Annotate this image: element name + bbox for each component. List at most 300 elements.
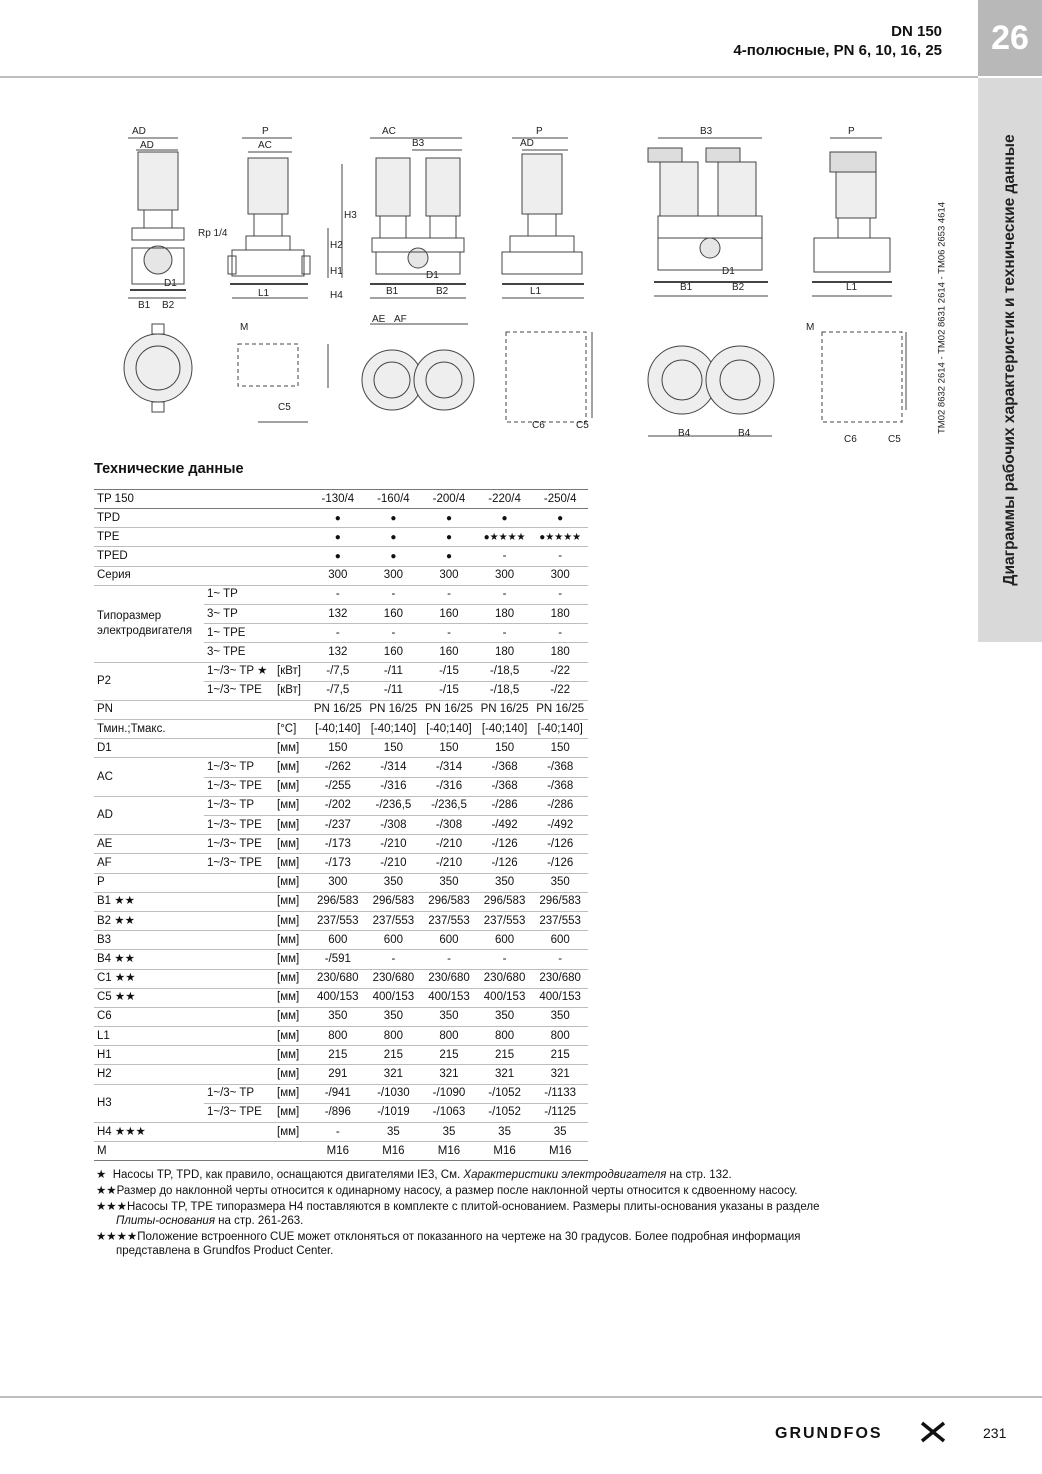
header-dn: DN 150: [891, 23, 942, 40]
table-cell: 300: [532, 566, 588, 585]
table-cell: -/286: [477, 796, 533, 815]
row-sublabel: 1~ TP: [204, 585, 274, 604]
table-cell: -/210: [421, 835, 477, 854]
table-cell: 237/553: [477, 911, 533, 930]
table-row: [94, 911, 588, 930]
row-label: AF: [94, 854, 204, 873]
table-row: [94, 547, 588, 566]
table-cell: 35: [366, 1123, 422, 1142]
table-cell: 132: [310, 604, 366, 623]
table-cell: -/210: [421, 854, 477, 873]
table-cell: -/368: [532, 777, 588, 796]
table-cell: -: [477, 585, 533, 604]
table-cell: 350: [532, 873, 588, 892]
table-cell: -/210: [366, 854, 422, 873]
row-label: H1: [94, 1046, 204, 1065]
row-label: B4 ★★: [94, 950, 204, 969]
table-cell: -/7,5: [310, 662, 366, 681]
table-cell: M16: [310, 1142, 366, 1161]
row-unit: [мм]: [274, 892, 310, 911]
row-unit: [кВт]: [274, 681, 310, 700]
table-cell: 35: [477, 1123, 533, 1142]
table-cell: -: [310, 624, 366, 643]
label-b4-2: B4: [738, 428, 751, 439]
table-cell: 400/153: [532, 988, 588, 1007]
label-l1-3: L1: [846, 282, 858, 293]
table-cell: 321: [477, 1065, 533, 1084]
table-cell: -/1090: [421, 1084, 477, 1103]
table-cell: -/941: [310, 1084, 366, 1103]
table-cell: -: [421, 950, 477, 969]
table-cell: -/255: [310, 777, 366, 796]
row-sublabel: 1~/3~ TP: [204, 1084, 274, 1103]
table-cell: -/11: [366, 681, 422, 700]
table-cell: -: [532, 950, 588, 969]
footnote-4: [96, 1230, 926, 1258]
table-cell: -/7,5: [310, 681, 366, 700]
header-col: -160/4: [366, 490, 422, 509]
row-label: H2: [94, 1065, 204, 1084]
footnote-1: [96, 1168, 926, 1182]
row-sublabel: 1~/3~ TPE: [204, 854, 274, 873]
label-b2-twin: B2: [436, 286, 449, 297]
table-row: [94, 873, 588, 892]
table-cell: -/316: [366, 777, 422, 796]
page-number: 231: [983, 1425, 1007, 1441]
table-cell: -/1125: [532, 1103, 588, 1122]
label-d1-3: D1: [722, 266, 735, 277]
label-c5-2: C5: [576, 420, 589, 431]
label-h3: H3: [344, 210, 357, 221]
label-b2: B2: [162, 300, 175, 311]
label-c6: C6: [532, 420, 545, 431]
table-cell: -: [310, 1123, 366, 1142]
table-cell: ●: [421, 528, 477, 547]
table-cell: 296/583: [366, 892, 422, 911]
label-ad: AD: [132, 126, 146, 137]
table-cell: -/173: [310, 854, 366, 873]
row-label: P: [94, 873, 204, 892]
table-cell: ●: [366, 528, 422, 547]
table-cell: M16: [366, 1142, 422, 1161]
row-label: C1 ★★: [94, 969, 204, 988]
table-cell: 350: [477, 1007, 533, 1026]
footnote-tail: на стр. 132.: [669, 1169, 732, 1181]
table-cell: 350: [366, 1007, 422, 1026]
table-cell: ●: [532, 509, 588, 528]
table-cell: 35: [421, 1123, 477, 1142]
label-l1: L1: [258, 288, 270, 299]
label-l1-2: L1: [530, 286, 542, 297]
row-unit: [мм]: [274, 796, 310, 815]
row-sublabel: 3~ TP: [204, 604, 274, 623]
table-cell: 300: [310, 566, 366, 585]
table-cell: 600: [310, 931, 366, 950]
table-cell: 230/680: [366, 969, 422, 988]
label-c6-2: C6: [844, 434, 857, 445]
table-row: [94, 988, 588, 1007]
table-cell: -: [310, 585, 366, 604]
table-cell: 300: [366, 566, 422, 585]
table-cell: -/316: [421, 777, 477, 796]
row-label-motor: [94, 585, 204, 662]
table-row: [94, 528, 588, 547]
table-cell: [-40;140]: [477, 720, 533, 739]
header-col: -200/4: [421, 490, 477, 509]
table-cell: -/126: [477, 854, 533, 873]
table-cell: 600: [477, 931, 533, 950]
table-cell: -/1019: [366, 1103, 422, 1122]
label-b4: B4: [678, 428, 691, 439]
row-unit: [мм]: [274, 911, 310, 930]
technical-data-table: [94, 489, 588, 1161]
table-cell: 132: [310, 643, 366, 662]
table-cell: PN 16/25: [310, 700, 366, 719]
table-row: [94, 854, 588, 873]
table-cell: 215: [366, 1046, 422, 1065]
table-cell: 321: [532, 1065, 588, 1084]
row-unit: [мм]: [274, 950, 310, 969]
table-cell: ●★★★★: [532, 528, 588, 547]
table-cell: ●: [310, 547, 366, 566]
footnote-2: [96, 1184, 926, 1198]
table-cell: ●: [366, 509, 422, 528]
table-cell: M16: [477, 1142, 533, 1161]
drawing-twin-front: [370, 138, 466, 298]
footnote-mark: ★: [96, 1169, 107, 1181]
table-cell: 237/553: [310, 911, 366, 930]
row-sublabel: 1~/3~ TP: [204, 758, 274, 777]
table-cell: 215: [477, 1046, 533, 1065]
table-cell: -/15: [421, 681, 477, 700]
row-unit: [мм]: [274, 931, 310, 950]
table-row: [94, 931, 588, 950]
table-row: [94, 720, 588, 739]
label-ac-twin: AC: [382, 126, 396, 137]
label-m: M: [240, 322, 249, 333]
table-cell: [-40;140]: [310, 720, 366, 739]
table-cell: 600: [421, 931, 477, 950]
row-unit: [мм]: [274, 854, 310, 873]
row-label: Тмин.;Тмакс.: [94, 720, 204, 739]
drawing-single-tpe-side: [812, 138, 892, 296]
table-cell: PN 16/25: [532, 700, 588, 719]
table-cell: -/22: [532, 662, 588, 681]
table-row: [94, 700, 588, 719]
header-rule: [0, 76, 978, 78]
row-label: M: [94, 1142, 204, 1161]
table-cell: 160: [366, 604, 422, 623]
table-cell: PN 16/25: [366, 700, 422, 719]
table-row: [94, 969, 588, 988]
row-sublabel: 1~/3~ TP: [204, 796, 274, 815]
table-cell: -/308: [366, 816, 422, 835]
footnote-text: Насосы TP, TPE типоразмера H4 поставляются в комплекте с плитой-основанием. Размеры плиты-основания указаны в разделе: [126, 1201, 820, 1213]
table-cell: ●: [477, 509, 533, 528]
table-cell: 150: [477, 739, 533, 758]
table-cell: 800: [532, 1027, 588, 1046]
footnote-link[interactable]: Характеристики электродвигателя: [463, 1169, 667, 1181]
row-unit: [мм]: [274, 873, 310, 892]
table-cell: -/492: [477, 816, 533, 835]
row-label: B3: [94, 931, 204, 950]
row-unit: [мм]: [274, 969, 310, 988]
footnote-continuation: [96, 1214, 926, 1228]
row-sublabel: 1~ TPE: [204, 624, 274, 643]
table-cell: 321: [421, 1065, 477, 1084]
table-cell: 600: [532, 931, 588, 950]
table-cell: 400/153: [477, 988, 533, 1007]
table-cell: -/15: [421, 662, 477, 681]
table-cell: 350: [532, 1007, 588, 1026]
table-cell: 230/680: [477, 969, 533, 988]
row-unit: [мм]: [274, 816, 310, 835]
table-cell: 296/583: [421, 892, 477, 911]
label-p-3: P: [848, 126, 855, 137]
row-label: C5 ★★: [94, 988, 204, 1007]
footnote-text: Положение встроенного CUE может отклоняться от показанного на чертеже на 30 градусов. Более подробная информация: [137, 1231, 801, 1243]
table-cell: 350: [421, 873, 477, 892]
table-row: [94, 1027, 588, 1046]
label-h1: H1: [330, 266, 343, 277]
grundfos-mark-icon: [920, 1421, 946, 1443]
label-b3-2: B3: [700, 126, 713, 137]
table-cell: -/286: [532, 796, 588, 815]
table-cell: -: [477, 547, 533, 566]
row-sublabel: 1~/3~ TPE: [204, 816, 274, 835]
table-cell: -/896: [310, 1103, 366, 1122]
table-cell: ●: [310, 509, 366, 528]
label-ad-3: AD: [520, 138, 534, 149]
table-cell: 160: [421, 604, 477, 623]
table-cell: 291: [310, 1065, 366, 1084]
table-cell: -/126: [532, 854, 588, 873]
table-cell: 300: [477, 566, 533, 585]
page-header: [733, 22, 942, 60]
row-label: AD: [94, 796, 204, 834]
row-unit: [мм]: [274, 1027, 310, 1046]
footnote-mark: ★★★: [96, 1201, 127, 1213]
label-b1: B1: [138, 300, 151, 311]
footnote-continuation: представлена в Grundfos Product Center.: [116, 1245, 334, 1257]
table-cell: -: [366, 624, 422, 643]
table-cell: -/173: [310, 835, 366, 854]
row-label: TPED: [94, 547, 204, 566]
row-sublabel: 3~ TPE: [204, 643, 274, 662]
table-cell: ●: [310, 528, 366, 547]
table-cell: -/492: [532, 816, 588, 835]
table-cell: -: [366, 950, 422, 969]
table-row: [94, 739, 588, 758]
drawing-plan-single-3: [822, 332, 906, 422]
label-af: AF: [394, 314, 407, 325]
table-cell: -: [421, 624, 477, 643]
table-cell: 296/583: [477, 892, 533, 911]
table-cell: 600: [366, 931, 422, 950]
label-c5-3: C5: [888, 434, 901, 445]
table-row: [94, 509, 588, 528]
label-ad-2: AD: [140, 140, 154, 151]
table-cell: -: [421, 585, 477, 604]
table-row: [94, 1084, 588, 1103]
footnote-text: Насосы TP, TPD, как правило, оснащаются двигателями IE3, См.: [112, 1169, 461, 1181]
table-row: [94, 1123, 588, 1142]
table-cell: 160: [366, 643, 422, 662]
table-cell: 350: [310, 1007, 366, 1026]
table-cell: 230/680: [310, 969, 366, 988]
table-cell: 230/680: [532, 969, 588, 988]
table-cell: 215: [421, 1046, 477, 1065]
table-cell: -/126: [532, 835, 588, 854]
table-cell: -: [477, 624, 533, 643]
table-cell: -: [366, 585, 422, 604]
table-row: [94, 892, 588, 911]
table-cell: -/1030: [366, 1084, 422, 1103]
table-row: [94, 835, 588, 854]
table-cell: ●★★★★: [477, 528, 533, 547]
label-rp: Rp 1/4: [198, 228, 228, 239]
table-cell: 350: [421, 1007, 477, 1026]
table-cell: [-40;140]: [421, 720, 477, 739]
chapter-tab[interactable]: 26: [978, 0, 1042, 76]
table-cell: 350: [477, 873, 533, 892]
table-row: [94, 1046, 588, 1065]
row-unit: [мм]: [274, 1103, 310, 1122]
brand-logo-text: GRUNDFOS: [775, 1425, 883, 1442]
table-cell: 800: [366, 1027, 422, 1046]
table-cell: 150: [366, 739, 422, 758]
footnote-mark: ★★★★: [96, 1231, 138, 1243]
table-cell: -/368: [532, 758, 588, 777]
table-cell: -/368: [477, 777, 533, 796]
table-cell: 300: [421, 566, 477, 585]
footnotes: [96, 1168, 926, 1260]
row-unit: [мм]: [274, 1065, 310, 1084]
table-cell: M16: [532, 1142, 588, 1161]
row-label: D1: [94, 739, 204, 758]
table-cell: 800: [421, 1027, 477, 1046]
header-col: -220/4: [477, 490, 533, 509]
drawing-plan-single: [124, 324, 192, 412]
label-h2: H2: [330, 240, 343, 251]
table-cell: 180: [477, 604, 533, 623]
table-cell: -/236,5: [366, 796, 422, 815]
row-unit: [мм]: [274, 988, 310, 1007]
row-label: Серия: [94, 566, 204, 585]
row-unit: [кВт]: [274, 662, 310, 681]
drawing-single-side-2: [502, 138, 584, 298]
table-cell: -: [532, 624, 588, 643]
table-cell: ●: [421, 509, 477, 528]
row-unit: [мм]: [274, 1046, 310, 1065]
table-cell: -/236,5: [421, 796, 477, 815]
table-cell: -/202: [310, 796, 366, 815]
table-cell: -: [532, 585, 588, 604]
table-header-row: [94, 490, 588, 509]
label-d1-twin: D1: [426, 270, 439, 281]
table-cell: 237/553: [366, 911, 422, 930]
table-row: [94, 950, 588, 969]
drawing-single-side: [228, 138, 342, 298]
table-cell: -/210: [366, 835, 422, 854]
row-sublabel: 1~/3~ TPE: [204, 777, 274, 796]
footer-rule: [0, 1396, 1042, 1398]
drawing-plan-single-2: [506, 332, 592, 422]
label-c5: C5: [278, 402, 291, 413]
table-cell: M16: [421, 1142, 477, 1161]
row-unit: [мм]: [274, 758, 310, 777]
table-cell: -: [477, 950, 533, 969]
label-d1: D1: [164, 278, 177, 289]
row-label: AE: [94, 835, 204, 854]
footnote-link[interactable]: Плиты-основания: [116, 1215, 215, 1227]
row-label: B1 ★★: [94, 892, 204, 911]
table-cell: [-40;140]: [532, 720, 588, 739]
row-unit: [мм]: [274, 777, 310, 796]
row-label: PN: [94, 700, 204, 719]
table-cell: 35: [532, 1123, 588, 1142]
table-cell: 237/553: [421, 911, 477, 930]
row-label: L1: [94, 1027, 204, 1046]
table-cell: 160: [421, 643, 477, 662]
header-col: -250/4: [532, 490, 588, 509]
table-cell: 180: [532, 643, 588, 662]
table-cell: 180: [532, 604, 588, 623]
table-cell: 150: [532, 739, 588, 758]
table-cell: -/1133: [532, 1084, 588, 1103]
table-row: [94, 566, 588, 585]
table-cell: -/1052: [477, 1103, 533, 1122]
row-label: TPE: [94, 528, 204, 547]
table-row: [94, 1065, 588, 1084]
table-cell: 300: [310, 873, 366, 892]
footnote-mark: ★★: [96, 1185, 117, 1197]
footnote-3: [96, 1200, 926, 1228]
label-ac: AC: [258, 140, 272, 151]
header-model: TP 150: [94, 490, 204, 509]
table-cell: -/18,5: [477, 662, 533, 681]
dimension-drawings: [92, 118, 932, 448]
table-row: [94, 758, 588, 777]
table-cell: -/308: [421, 816, 477, 835]
table-cell: 296/583: [532, 892, 588, 911]
drawing-twin-tpe-front: [648, 138, 768, 296]
row-sublabel: 1~/3~ TPE: [204, 681, 274, 700]
label-ae: AE: [372, 314, 386, 325]
motor-label-2: электродвигателя: [97, 624, 193, 637]
table-row: [94, 662, 588, 681]
table-cell: -: [532, 547, 588, 566]
row-sublabel: 1~/3~ TPE: [204, 835, 274, 854]
header-col: -130/4: [310, 490, 366, 509]
table-row: [94, 796, 588, 815]
table-cell: 215: [532, 1046, 588, 1065]
motor-label-1: Типоразмер: [97, 609, 162, 622]
footnote-text: Размер до наклонной черты относится к одинарному насосу, а размер после наклонной черты относится к сдвоенному насосу.: [116, 1185, 798, 1197]
footnote-tail: на стр. 261-263.: [218, 1215, 304, 1227]
table-cell: 230/680: [421, 969, 477, 988]
table-cell: [-40;140]: [366, 720, 422, 739]
table-row: [94, 1142, 588, 1161]
row-sublabel: 1~/3~ TPE: [204, 1103, 274, 1122]
table-cell: -/591: [310, 950, 366, 969]
table-cell: 400/153: [366, 988, 422, 1007]
table-cell: 400/153: [421, 988, 477, 1007]
row-label: TPD: [94, 509, 204, 528]
table-cell: 350: [366, 873, 422, 892]
row-sublabel: 1~/3~ TP ★: [204, 662, 274, 681]
table-cell: -/314: [366, 758, 422, 777]
